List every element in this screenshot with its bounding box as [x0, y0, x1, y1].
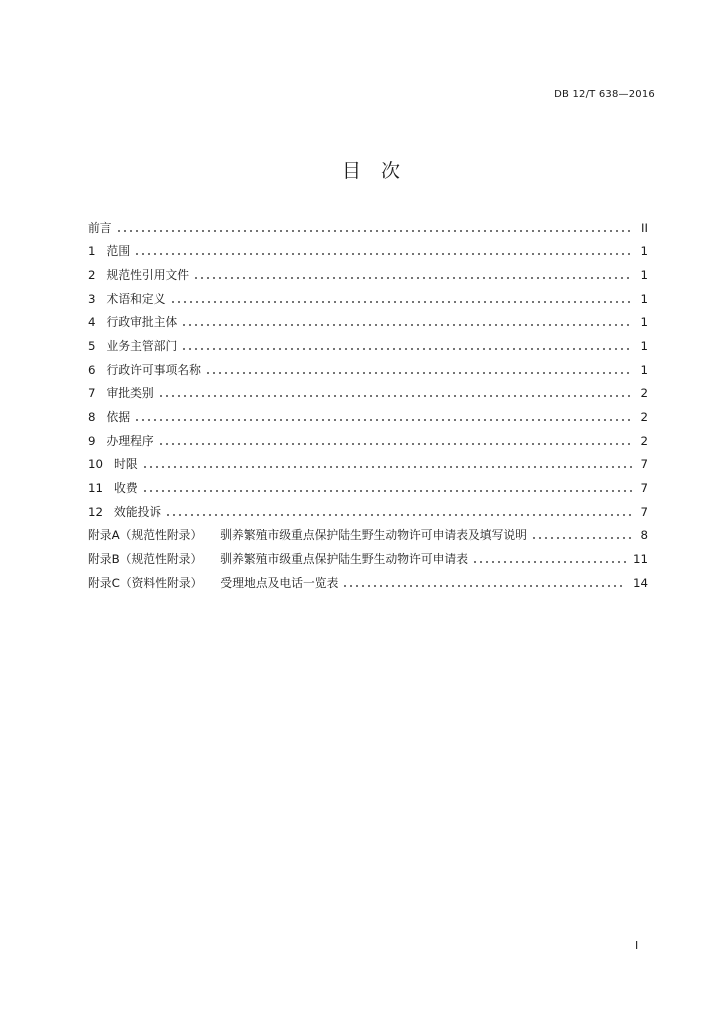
toc-entry-page: 14: [632, 575, 648, 590]
dot-leader: [142, 490, 634, 492]
toc-entry-page: 1: [640, 338, 648, 353]
toc-entry-9[interactable]: [88, 424, 648, 448]
toc-entry-1[interactable]: [88, 235, 648, 259]
dot-leader: [142, 466, 634, 468]
toc-entry-number: 5: [88, 338, 96, 353]
toc-entry-label: 业务主管部门: [106, 338, 178, 353]
toc-entry-page: 1: [640, 244, 648, 259]
dot-leader: [531, 537, 634, 539]
toc-entry-page: 7: [640, 457, 648, 472]
dot-leader: [134, 253, 633, 255]
toc-entry-number: 12: [88, 504, 104, 519]
toc-entry-12[interactable]: [88, 495, 648, 519]
toc-entry-8[interactable]: [88, 400, 648, 424]
toc-entry-4[interactable]: [88, 306, 648, 330]
toc-entry-page: 1: [640, 315, 648, 330]
toc-entry-5[interactable]: [88, 329, 648, 353]
toc-entry-6[interactable]: [88, 353, 648, 377]
toc-entry-3[interactable]: [88, 282, 648, 306]
toc-entry-page: 1: [640, 362, 648, 377]
dot-leader: [158, 395, 634, 397]
toc-entry-number: 4: [88, 315, 96, 330]
toc-entry-number: 6: [88, 362, 96, 377]
document-code: DB 12/T 638—2016: [554, 89, 655, 100]
toc-entry-page: 11: [632, 551, 648, 566]
toc-entry-page: 2: [640, 386, 648, 401]
toc-entry-label: 审批类别: [106, 386, 154, 401]
toc-entry-label: 效能投诉: [114, 504, 162, 519]
appendix-prefix: 附录A（规范性附录）: [88, 528, 203, 543]
toc-entry-2[interactable]: [88, 258, 648, 282]
appendix-title: 驯养繁殖市级重点保护陆生野生动物许可申请表: [220, 551, 469, 566]
dot-leader: [342, 585, 626, 587]
toc-entry-10[interactable]: [88, 448, 648, 472]
appendix-prefix: 附录C（资料性附录）: [88, 575, 203, 590]
appendix-title: 驯养繁殖市级重点保护陆生野生动物许可申请表及填写说明: [220, 528, 527, 543]
page-title: 目 次: [341, 160, 401, 182]
toc-entry-number: 7: [88, 386, 96, 401]
toc-entry-appendix-a[interactable]: [88, 519, 648, 543]
toc-entry-label: 依据: [106, 409, 131, 424]
dot-leader: [205, 372, 634, 374]
dot-leader: [116, 230, 634, 232]
toc-entry-11[interactable]: [88, 471, 648, 495]
dot-leader: [170, 301, 634, 303]
toc-entry-label: 行政审批主体: [106, 315, 178, 330]
toc-entry-page: 7: [640, 504, 648, 519]
dot-leader: [165, 514, 633, 516]
toc-entry-label: 行政许可事项名称: [106, 362, 201, 377]
toc-entry-page: 2: [640, 409, 648, 424]
toc-entry-number: 9: [88, 433, 96, 448]
toc-entry-label: 范围: [106, 244, 131, 259]
toc-entry-number: 3: [88, 291, 96, 306]
toc-entry-appendix-b[interactable]: [88, 542, 648, 566]
toc-entry-label: 收费: [114, 480, 138, 495]
toc-entry-appendix-c[interactable]: [88, 566, 648, 590]
table-of-contents: [88, 211, 648, 590]
toc-entry-label: 规范性引用文件: [106, 267, 190, 282]
toc-entry-label: 术语和定义: [106, 291, 166, 306]
toc-entry-label: 办理程序: [106, 433, 154, 448]
toc-entry-number: 2: [88, 267, 96, 282]
toc-entry-number: 8: [88, 409, 96, 424]
dot-leader: [181, 348, 633, 350]
toc-entry-page: 2: [640, 433, 648, 448]
dot-leader: [181, 324, 633, 326]
dot-leader: [158, 443, 634, 445]
toc-entry-7[interactable]: [88, 377, 648, 401]
toc-entry-page: 1: [640, 291, 648, 306]
toc-entry-number: 11: [88, 480, 104, 495]
toc-entry-foreword[interactable]: [88, 211, 648, 235]
dot-leader: [472, 561, 626, 563]
toc-entry-label: 时限: [114, 457, 138, 472]
toc-entry-page: II: [641, 220, 648, 235]
dot-leader: [193, 277, 633, 279]
appendix-title: 受理地点及电话一览表: [220, 575, 339, 590]
dot-leader: [134, 419, 633, 421]
toc-entry-number: 10: [88, 457, 104, 472]
page-number: I: [635, 939, 639, 952]
toc-entry-number: 1: [88, 244, 96, 259]
toc-entry-page: 1: [640, 267, 648, 282]
appendix-prefix: 附录B（规范性附录）: [88, 551, 203, 566]
toc-entry-page: 8: [640, 528, 648, 543]
toc-entry-page: 7: [640, 480, 648, 495]
toc-entry-label: 前言: [88, 220, 112, 235]
